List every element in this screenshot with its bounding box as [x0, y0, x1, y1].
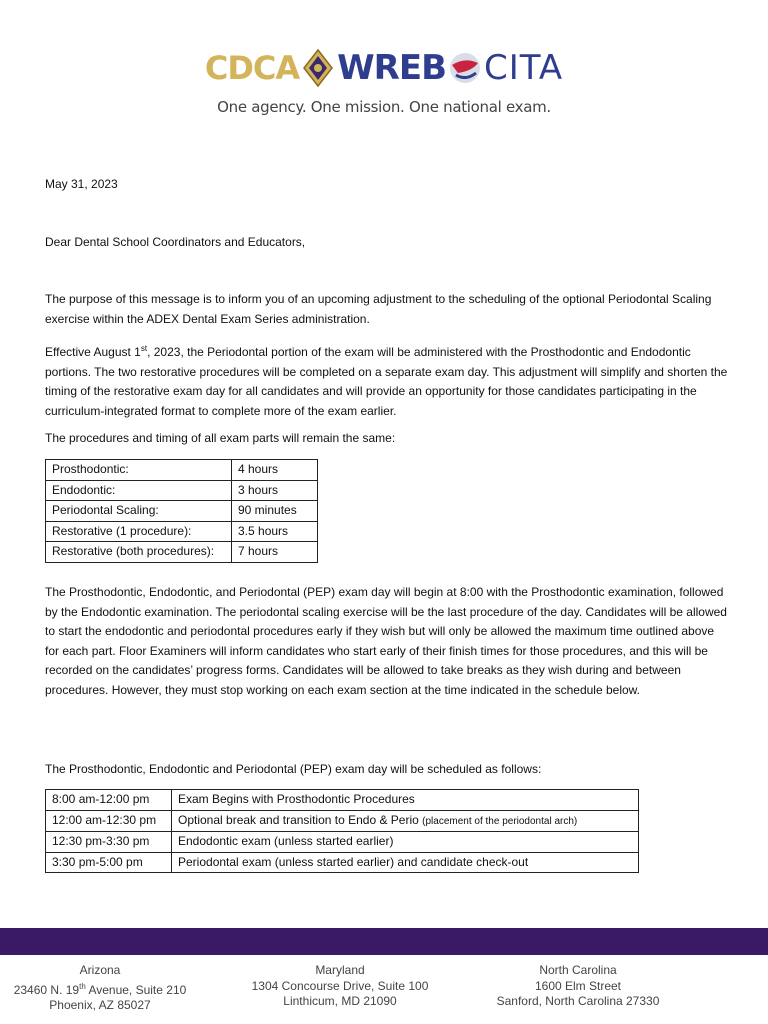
- table-cell-part: Endodontic:: [46, 480, 232, 501]
- office-street: 1600 Elm Street: [534, 978, 622, 993]
- table-cell-time: 8:00 am-12:00 pm: [46, 790, 172, 811]
- activity-text: Periodontal exam (unless started earlier) and candidate check-out: [178, 854, 529, 869]
- letter-date: May 31, 2023: [45, 177, 118, 191]
- table-cell-activity: [172, 832, 639, 853]
- cdca-logo: CDCA: [204, 49, 300, 87]
- paragraph-effective-prefix: Effective August 1: [45, 345, 141, 359]
- table-cell-time: 7 hours: [232, 542, 318, 563]
- ordinal-suffix: st: [140, 344, 148, 353]
- ordinal-suffix: th: [79, 981, 86, 991]
- globe-icon: [448, 51, 482, 85]
- seal-icon: [301, 48, 335, 88]
- table-cell-time: 12:30 pm-3:30 pm: [46, 832, 172, 853]
- office-city: Linthicum, MD 21090: [283, 994, 397, 1008]
- footer-band: [0, 928, 768, 955]
- office-state: Arizona: [79, 963, 121, 977]
- office-street-pre: 23460 N. 19: [13, 982, 80, 997]
- paragraph-schedule-intro: The Prosthodontic, Endodontic and Periodontal (PEP) exam day will be scheduled as follows:: [45, 762, 542, 776]
- tagline: One agency. One mission. One national exam.: [217, 98, 551, 116]
- table-cell-part: Prosthodontic:: [46, 460, 232, 481]
- office-state: Maryland: [315, 963, 365, 977]
- table-cell-time: 3:30 pm-5:00 pm: [46, 852, 172, 873]
- table-row: [46, 521, 318, 542]
- table-row: [46, 852, 639, 873]
- table-cell-activity: [172, 810, 639, 832]
- table-cell-time: 90 minutes: [232, 501, 318, 522]
- office-maryland: [220, 963, 460, 1010]
- paragraph-purpose: The purpose of this message is to inform you of an upcoming adjustment to the scheduling of the optional Periodontal Scaling exercise within the ADEX Dental Exam Series administration.: [45, 292, 712, 326]
- letterhead: [0, 40, 768, 116]
- office-arizona: [0, 963, 220, 1014]
- activity-text: Endodontic exam (unless started earlier): [178, 834, 394, 848]
- office-street-post: Avenue, Suite 210: [85, 982, 187, 997]
- office-city: Sanford, North Carolina 27330: [496, 994, 660, 1008]
- table-cell-time: 3 hours: [232, 480, 318, 501]
- logo-lockup: [0, 40, 768, 96]
- table-cell-part: Restorative (1 procedure):: [46, 521, 232, 542]
- table-row: [46, 501, 318, 522]
- table-cell-part: Periodontal Scaling:: [46, 501, 232, 522]
- salutation: Dear Dental School Coordinators and Educators,: [45, 235, 306, 249]
- table-cell-time: 3.5 hours: [232, 521, 318, 542]
- table-row: [46, 460, 318, 481]
- paragraph-effective-rest: , 2023, the Periodontal portion of the exam will be administered with the Prosthodontic and Endodontic portions. The two restorative procedures will be completed on a separate exam day. This adjustment will simplify and shorten the timing of the restorative exam day for all candidates and will provide an opportunity for those candidates participating in the curriculum-integrated format to complete more of the exam earlier.: [45, 345, 728, 418]
- wreb-logo: WREB: [337, 48, 446, 88]
- cita-logo: CITA: [483, 48, 564, 88]
- table-row: [46, 542, 318, 563]
- activity-text: Exam Begins with Prosthodontic Procedures: [178, 792, 415, 806]
- table-cell-activity: [172, 852, 639, 873]
- activity-note: (placement of the periodontal arch): [422, 815, 578, 827]
- table-cell-part: Restorative (both procedures):: [46, 542, 232, 563]
- office-state: North Carolina: [539, 963, 617, 977]
- schedule-table: [45, 789, 639, 873]
- paragraph-timing-intro: The procedures and timing of all exam parts will remain the same:: [45, 431, 396, 445]
- paragraph-effective: [45, 339, 730, 421]
- table-row: [46, 480, 318, 501]
- office-city: Phoenix, AZ 85027: [49, 998, 151, 1012]
- table-row: [46, 810, 639, 832]
- timing-table: [45, 459, 318, 563]
- paragraph-pep-details: The Prosthodontic, Endodontic, and Periodontal (PEP) exam day will begin at 8:00 with the Prosthodontic examination, followed by the Endodontic examination. The periodontal scaling exercise will be the last procedure of the day. Candidates will be allowed to start the endodontic and periodontal procedures early if they wish but will only be allowed the maximum time outlined above for each part. Floor Examiners will inform candidates who start early of their finish times for those procedures, and this will be recorded on the candidates’ progress forms. Candidates will be allowed to take breaks as they wish during and between procedures. However, they must stop working on each exam section at the time indicated in the schedule below.: [45, 585, 727, 697]
- activity-text: Optional break and transition to Endo & Perio: [178, 812, 423, 827]
- table-row: [46, 832, 639, 853]
- table-cell-time: 4 hours: [232, 460, 318, 481]
- office-street: [0, 979, 220, 999]
- office-north-carolina: [458, 963, 698, 1010]
- table-cell-activity: [172, 790, 639, 811]
- table-cell-time: 12:00 am-12:30 pm: [46, 810, 172, 832]
- office-street: 1304 Concourse Drive, Suite 100: [251, 978, 429, 993]
- table-row: [46, 790, 639, 811]
